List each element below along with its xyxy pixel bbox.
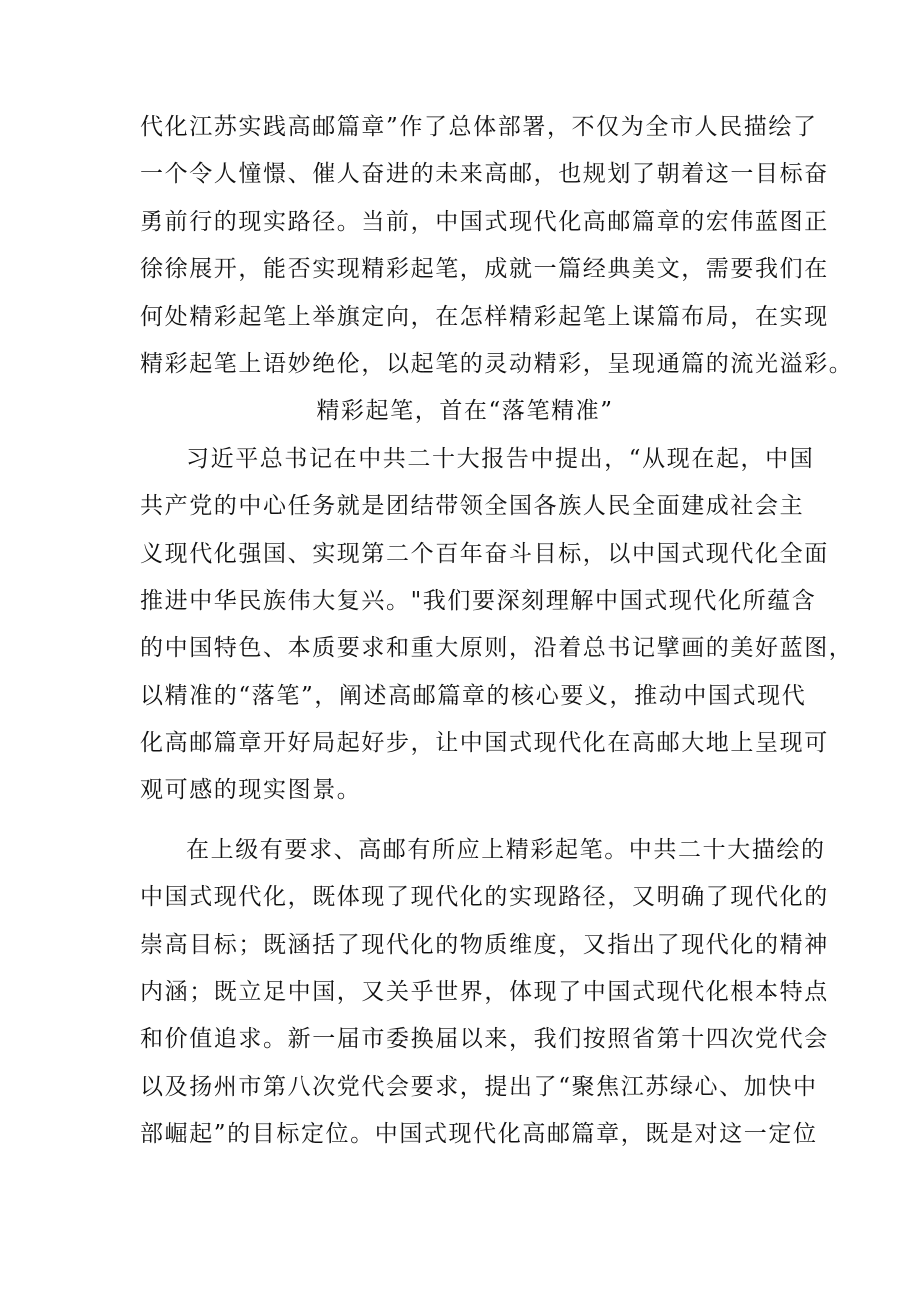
paragraph-line: 共产党的中心任务就是团结带领全国各族人民全面建成社会主 xyxy=(140,493,805,520)
paragraph-line: 以精准的“落笔”，阐述高邮篇章的核心要义，推动中国式现代 xyxy=(140,682,807,709)
paragraph-line: 崇高目标；既涵括了现代化的物质维度，又指出了现代化的精神 xyxy=(140,931,829,958)
paragraph-line: 何处精彩起笔上举旗定向，在怎样精彩起笔上谋篇布局，在实现 xyxy=(140,303,829,330)
intro-paragraph xyxy=(140,104,854,388)
paragraph-line: 中国式现代化，既体现了现代化的实现路径，又明确了现代化的 xyxy=(140,884,829,911)
paragraph-line: 以及扬州市第八次党代会要求，提出了“聚焦江苏绿心、加快中 xyxy=(140,1073,818,1100)
paragraph-line: 习近平总书记在中共二十大报告中提出，“从现在起，中国 xyxy=(186,445,815,472)
paragraph-two xyxy=(140,436,854,815)
section-heading: 精彩起笔，首在“落笔精准” xyxy=(316,398,614,425)
paragraph-line: 一个令人憧憬、催人奋进的未来高邮，也规划了朝着这一目标奋 xyxy=(140,161,829,188)
paragraph-line: 徐徐展开，能否实现精彩起笔，成就一篇经典美文，需要我们在 xyxy=(140,256,829,283)
document-body xyxy=(140,104,854,1159)
paragraph-line: 的中国特色、本质要求和重大原则，沿着总书记擘画的美好蓝图， xyxy=(140,635,854,662)
paragraph-line: 内涵；既立足中国，又关乎世界，体现了中国式现代化根本特点 xyxy=(140,979,829,1006)
paragraph-line: 在上级有要求、高邮有所应上精彩起笔。中共二十大描绘的 xyxy=(186,836,826,863)
paragraph-line: 观可感的现实图景。 xyxy=(140,777,362,804)
paragraph-three xyxy=(140,827,829,1159)
paragraph-spacer xyxy=(140,815,790,827)
paragraph-line: 和价值追求。新一届市委换届以来，我们按照省第十四次党代会 xyxy=(140,1026,829,1053)
paragraph-line: 勇前行的现实路径。当前，中国式现代化高邮篇章的宏伟蓝图正 xyxy=(140,208,829,235)
paragraph-line: 代化江苏实践高邮篇章”作了总体部署，不仅为全市人民描绘了 xyxy=(140,114,818,140)
paragraph-line: 化高邮篇章开好局起好步，让中国式现代化在高邮大地上呈现可 xyxy=(140,730,829,757)
paragraph-line: 精彩起笔上语妙绝伦，以起笔的灵动精彩，呈现通篇的流光溢彩。 xyxy=(140,350,854,377)
paragraph-line: 义现代化强国、实现第二个百年奋斗目标，以中国式现代化全面 xyxy=(140,540,829,567)
paragraph-line: 部崛起”的目标定位。中国式现代化高邮篇章，既是对这一定位 xyxy=(140,1121,818,1148)
paragraph-line: 推进中华民族伟大复兴。"我们要深刻理解中国式现代化所蕴含 xyxy=(140,587,817,614)
